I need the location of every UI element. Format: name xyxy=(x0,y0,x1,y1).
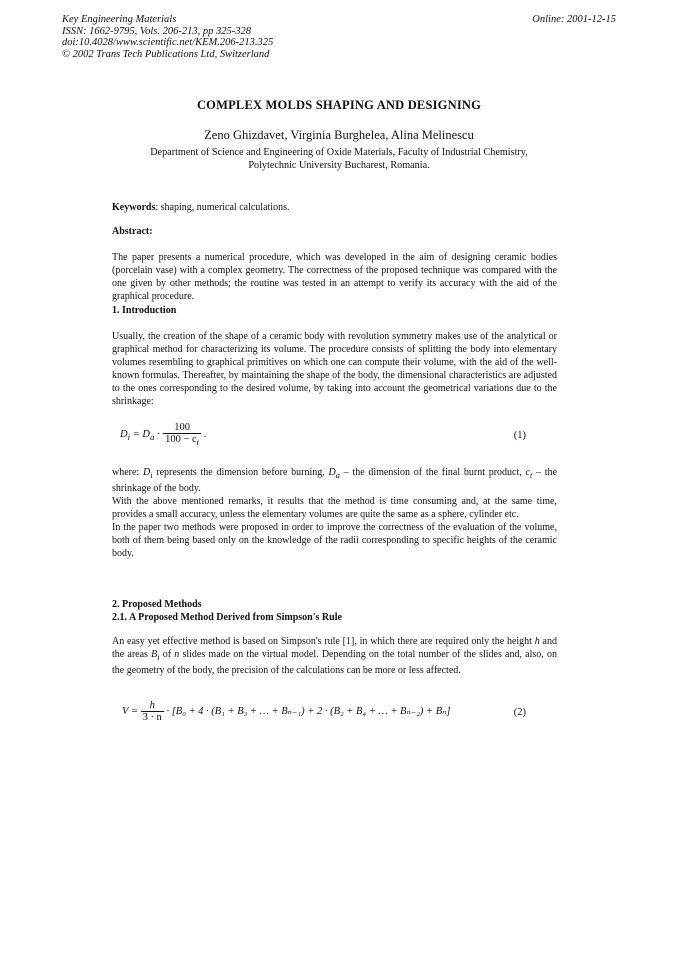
where-para-2: With the above mentioned remarks, it results that the method is time consuming and, at the same time, provides a small accuracy, unless the elementary volumes are quite the same as a sphere, cylinder etc. xyxy=(112,496,557,520)
eq1-tail: . xyxy=(203,428,207,440)
equation-2-number: (2) xyxy=(513,707,526,718)
equation-1 xyxy=(120,422,206,447)
where-para-3: In the paper two methods were proposed in order to improve the correctness of the evaluation of the volume, both of them being based only on the knowledge of the radii corresponding to specific heights of the ceramic body. xyxy=(112,522,557,559)
keywords xyxy=(112,201,557,214)
eq1-rhs-sub: a xyxy=(149,432,155,443)
introduction-heading: 1. Introduction xyxy=(112,305,177,316)
doi-line: doi:10.4028/www.scientific.net/KEM.206-213.325 xyxy=(62,37,274,48)
eq1-denominator: $100 - c_t$ xyxy=(165,434,200,448)
keywords-label: Keywords xyxy=(112,202,156,213)
eq1-numerator: 100 xyxy=(163,422,201,434)
journal-header xyxy=(62,14,273,60)
simpson-text: An easy yet effective method is based on Simpson's rule [1], in which there are required only the height h and the areas $B_i$ of n slides made on the virtual model. Depending on the total number of the slides and, also, on the geometry of the body, the precision of the calculations can be more or less affected. xyxy=(112,636,557,676)
section-2-headings xyxy=(112,598,557,624)
issn-line: ISSN: 1662-9795, Vols. 206-213, pp 325-328 xyxy=(62,25,251,37)
eq2-fraction xyxy=(141,700,164,723)
journal-name: Key Engineering Materials xyxy=(62,14,177,25)
section-2-heading: 2. Proposed Methods xyxy=(112,599,202,610)
eq1-lhs: D xyxy=(120,428,128,440)
paper-authors: Zeno Ghizdavet, Virginia Burghelea, Alina Melinescu xyxy=(204,128,474,142)
eq1-lhs-sub: i xyxy=(127,432,131,443)
abstract-heading: Abstract: xyxy=(112,226,153,237)
paper-title: COMPLEX MOLDS SHAPING AND DESIGNING xyxy=(196,98,482,112)
eq1-dot: · xyxy=(156,428,161,440)
affiliation-line-2: Polytechnic University Bucharest, Romania. xyxy=(248,160,430,171)
affiliation xyxy=(0,146,678,172)
abstract-text: The paper presents a numerical procedure, which was developed in the aim of designing ceramic bodies (porcelain vase) with a complex geometry. The correctness of the proposed technique was compared with the one given by other methods; the routine was tested in an attempt to verify its accuracy with the aid of the graphical procedure. xyxy=(112,252,557,302)
equation-2 xyxy=(122,700,451,723)
eq2-numerator: h xyxy=(141,700,164,712)
equation-1-number: (1) xyxy=(513,430,526,441)
eq1-den-sub: t xyxy=(196,437,200,448)
affiliation-line-1: Department of Science and Engineering of Oxide Materials, Faculty of Industrial Chemistry, xyxy=(150,147,528,158)
eq1-rhs: = D xyxy=(132,428,150,440)
section-2-1-heading: 2.1. A Proposed Method Derived from Simpson's Rule xyxy=(112,612,342,623)
where-text xyxy=(112,466,557,560)
eq2-lhs: V = xyxy=(122,705,138,717)
introduction-text: Usually, the creation of the shape of a ceramic body with revolution symmetry makes use of the analytical or graphical method for characterizing its volume. The procedure consists of splitting the body into elementary volumes resembling to graphical primitives on which one can compute their volume, with the aid of the well-known formulas. Thereafter, by maintaining the shape of the body, the dimensional characteristics are adjusted to the ones corresponding to the desired volume, by taking into account the geometrical variations due to the shrinkage: xyxy=(112,331,557,407)
eq1-fraction xyxy=(163,422,201,447)
eq2-denominator: 3 · n xyxy=(142,712,162,723)
online-date: Online: 2001-12-15 xyxy=(532,14,616,25)
copyright-line: © 2002 Trans Tech Publications Ltd, Switzerland xyxy=(62,48,270,60)
where-para-1: where: $D_i$ represents the dimension before burning, $D_a$ – the dimension of the final burnt product, $c_t$ – the shrinkage of the body. xyxy=(112,467,557,494)
keywords-text: : shaping, numerical calculations. xyxy=(155,202,290,213)
eq2-body: · [B₀ + 4 · (B₁ + B₃ + … + Bₙ₋₁) + 2 · (B₂ + B₄ + … + Bₙ₋₂) + Bₙ] xyxy=(166,705,451,717)
